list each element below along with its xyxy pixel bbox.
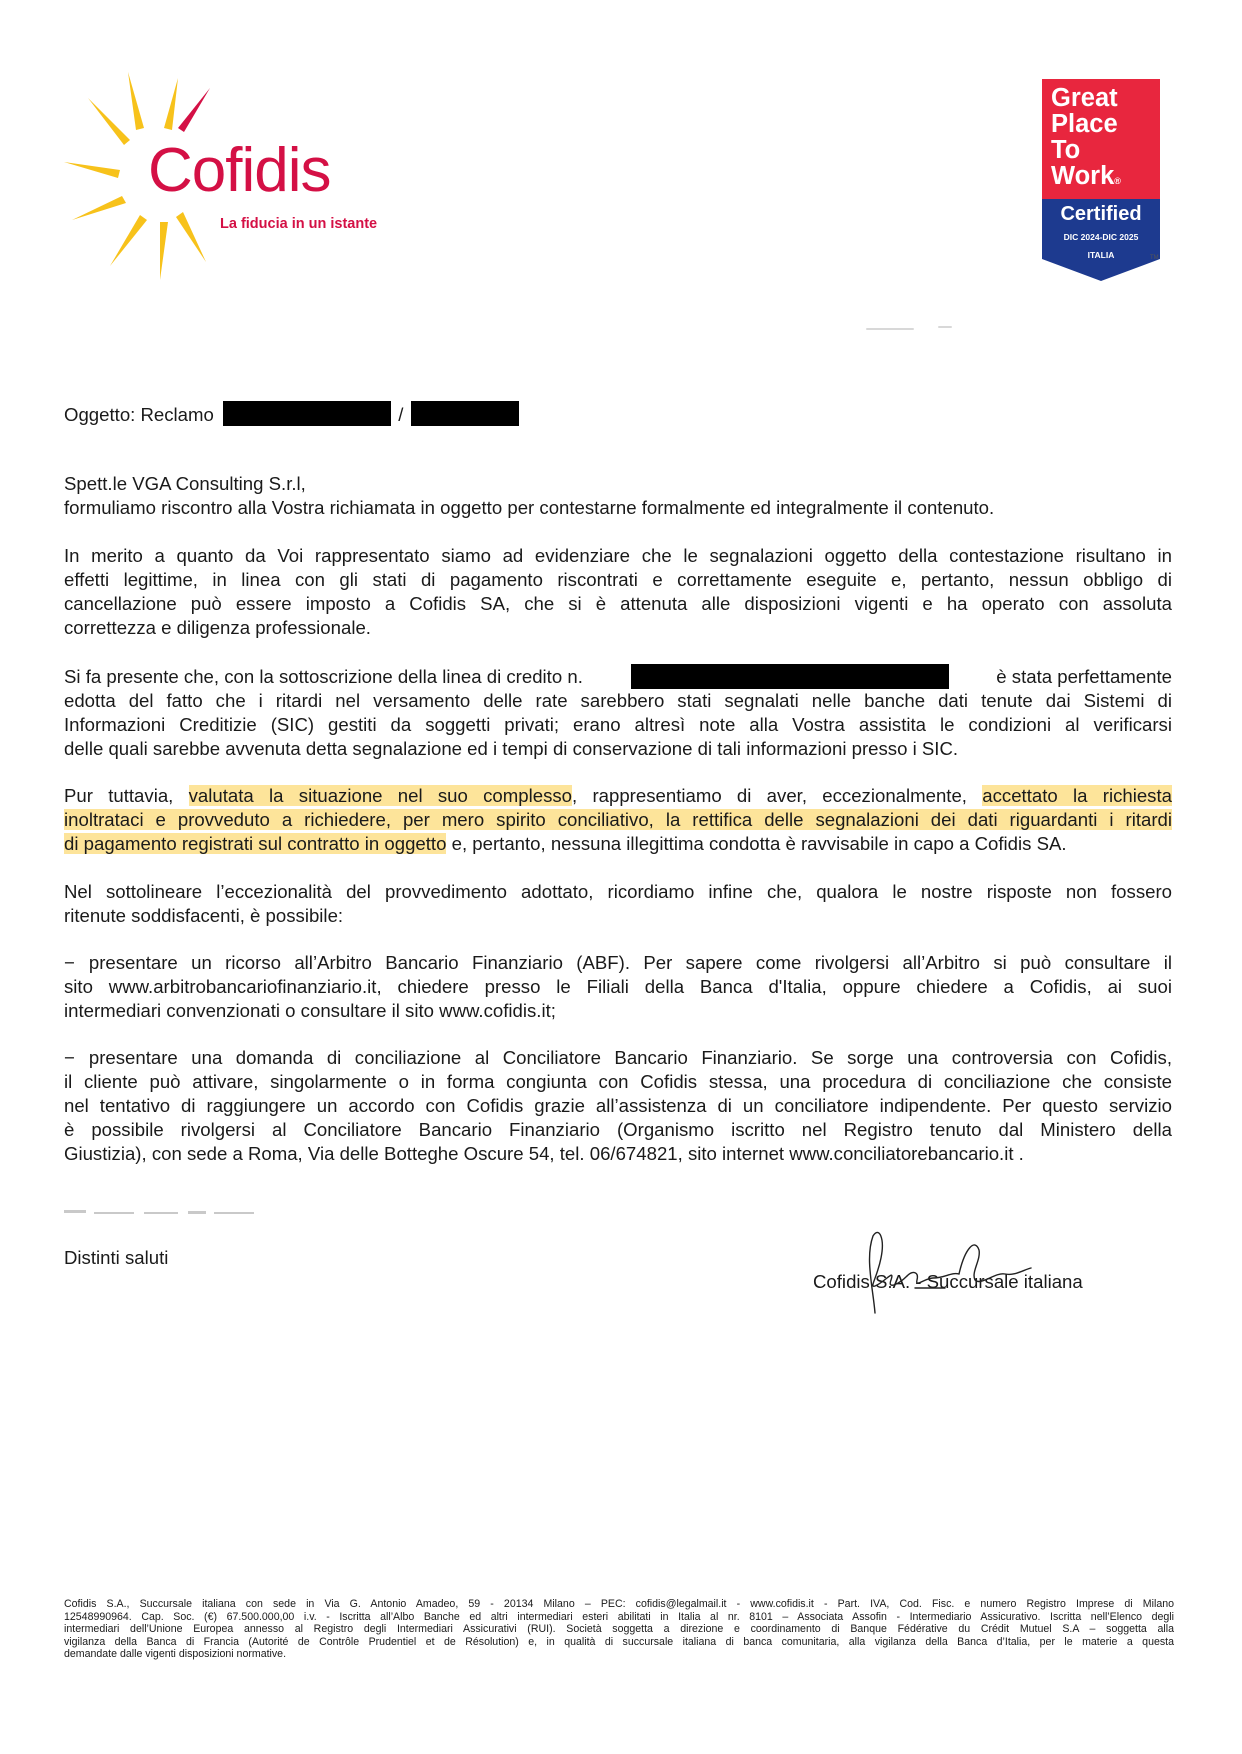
badge-country: ITALIA (1087, 250, 1115, 260)
great-place-to-work-badge (1042, 79, 1160, 281)
handwritten-signature (855, 1228, 1035, 1323)
badge-title: Great Place To Work® (1051, 84, 1121, 190)
highlighted-text: accettato la richiesta (982, 785, 1172, 806)
list-item-abf: − presentare un ricorso all’Arbitro Bancario Finanziario (ABF). Per sapere come rivolgersi all’Arbitro si può consultare il sito www.arbitrobancariofinanziario.it, chiedere presso le Filiali della Banca d'Italia, oppure chiedere a Cofidis, ai suoi intermediari convenzionati o consultare il sito www.cofidis.it; (64, 952, 1172, 1021)
badge-certified: Certified (1060, 203, 1142, 225)
redacted-company (411, 401, 519, 426)
scan-artifact (866, 328, 914, 330)
badge-period: DIC 2024-DIC 2025 (1063, 232, 1139, 242)
highlighted-text: valutata la situazione nel suo complesso (188, 785, 573, 806)
subject-label: Oggetto: Reclamo (64, 404, 214, 425)
paragraph-legitimacy: In merito a quanto da Voi rappresentato siamo ad evidenziare che le segnalazioni oggetto della contestazione risultano in effetti legittime, in linea con gli stati di pagamento riscontrati e correttamente eseguite e, pertanto, nessun obbligo di cancellazione può essere imposto a Cofidis SA, che si è attenuta alle disposizioni vigenti e ha operato con assoluta correttezza e diligenza professionale. (64, 545, 1172, 638)
signatory: Cofidis S.A. - Succursale italiana (813, 1271, 1083, 1292)
paragraph-rectification: Pur tuttavia, valutata la situazione nel suo complesso, rappresentiamo di aver, eccezionalmente, accettato la richiesta inoltrataci e provveduto a richiedere, per mero spirito conciliativo, la rettifica delle segnalazioni dei dati riguardanti i ritardi di pagamento registrati sul contratto in oggetto e, pertanto, nessuna illegittima condotta è ravvisabile in capo a Cofidis SA. (64, 785, 1172, 854)
faded-text-artifact (64, 1206, 264, 1218)
subject-line (64, 401, 519, 428)
logo-tagline: La fiducia in un istante (220, 216, 378, 232)
highlighted-text: di pagamento registrati sul contratto in oggetto (64, 833, 447, 854)
closing-greeting: Distinti saluti (64, 1247, 169, 1268)
list-dash: − (64, 952, 75, 973)
subject-separator: / (398, 404, 404, 425)
legal-footer: Cofidis S.A., Succursale italiana con sede in Via G. Antonio Amadeo, 59 - 20134 Milano – PEC: cofidis@legalmail.it - www.cofidis.it - Part. IVA, Cod. Fisc. e numero Registro Imprese di Milano 12548990964. Cap. Soc. (€) 67.500.000,00 i.v. - Iscritta all’Albo Banche ed altri intermediari esteri abilitati in Italia al nr. 8101 – Associata Assofin - Intermediario Assicurativo. Iscritta nell’Elenco degli intermediari dell’Unione Europea annesso al Registro degli Intermediari Assicurativi (RUI). Società soggetta a direzione e coordinamento di Banque Fédérative du Crédit Mutuel S.A – soggetta alla vigilanza della Banca di Francia (Autorité de Contrôle Prudentiel et de Résolution) e, in qualità di succursale italiana di banca comunitaria, alla vigilanza della Banca d’Italia, per le materie a questa demandate dalle vigenti disposizioni normative. (64, 1598, 1174, 1661)
salutation: Spett.le VGA Consulting S.r.l, formuliamo riscontro alla Vostra richiamata in oggetto per contestarne formalmente ed integralmente il contenuto. (64, 473, 995, 518)
scan-artifact (938, 326, 952, 328)
paragraph-credit-line: Si fa presente che, con la sottoscrizione della linea di credito n. è stata perfettamente edotta del fatto che i ritardi nel versamento delle rate sarebbero stati segnalati nelle banche dati tenute dai Sistemi di Informazioni Creditizie (SIC) gestiti da soggetti privati; erano altresì note alla Vostra assistita le condizioni al verificarsi delle quali sarebbe avvenuta detta segnalazione ed i tempi di conservazione di tali informazioni presso i SIC. (64, 665, 1172, 759)
cofidis-logo (60, 70, 390, 285)
redacted-credit-number (631, 664, 949, 689)
highlighted-text: inoltrataci e provveduto a richiedere, per mero spirito conciliativo, la rettifica delle segnalazioni dei dati riguardanti i ritardi (64, 809, 1172, 830)
list-dash: − (64, 1047, 75, 1068)
list-item-conciliatore: − presentare una domanda di conciliazione al Conciliatore Bancario Finanziario. Se sorge una controversia con Cofidis, il cliente può attivare, singolarmente o in forma congiunta con Cofidis stessa, una procedura di conciliazione che consiste nel tentativo di raggiungere un accordo con Cofidis grazie all’assistenza di un conciliatore indipendente. Per questo servizio è possibile rivolgersi al Conciliatore Bancario Finanziario (Organismo iscritto nel Registro tenuto dal Ministero della Giustizia), con sede a Roma, Via delle Botteghe Oscure 54, tel. 06/674821, sito internet www.conciliatorebancario.it . (64, 1047, 1172, 1164)
redacted-name (223, 401, 391, 426)
logo-wordmark: Cofidis (148, 136, 331, 205)
paragraph-remedies-intro: Nel sottolineare l’eccezionalità del provvedimento adottato, ricordiamo infine che, qualora le nostre risposte non fossero ritenute soddisfacenti, è possibile: (64, 881, 1172, 926)
badge-trademark: TM (1150, 255, 1159, 261)
